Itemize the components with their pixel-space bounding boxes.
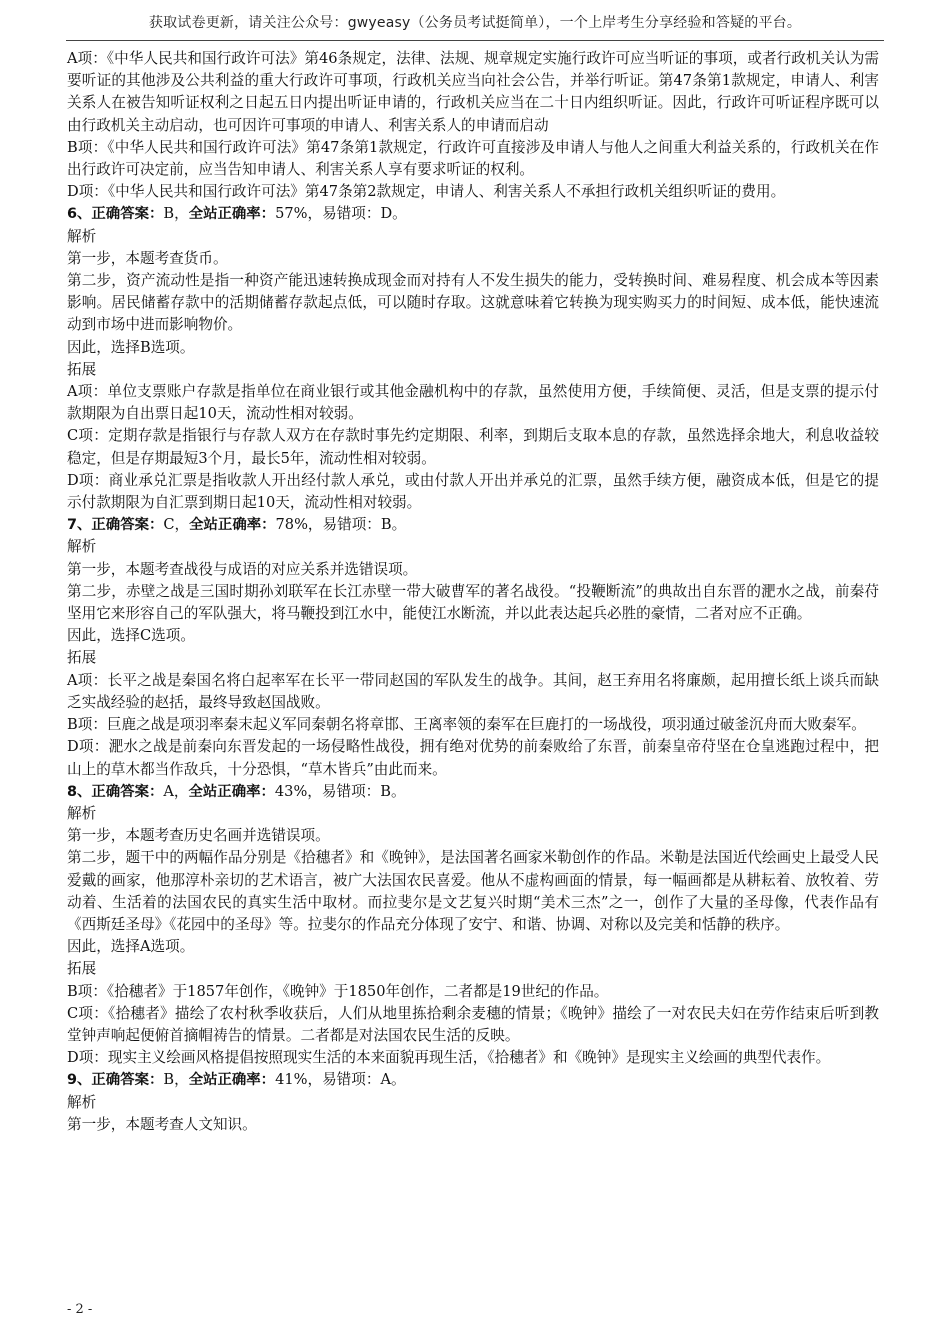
body-paragraph: 解析 <box>67 1093 97 1111</box>
body-paragraph: 因此，选择A选项。 <box>67 938 195 956</box>
answer-line <box>67 203 879 225</box>
body-paragraph: 拓展 <box>67 649 97 667</box>
answer-line <box>67 781 879 803</box>
body-paragraph: B项：《拾穗者》于1857年创作，《晚钟》于1850年创作，二者都是19世纪的作品。 <box>67 982 609 1000</box>
accuracy-label: 全站正确率： <box>188 1072 276 1089</box>
question-number: 9、 <box>67 1072 92 1089</box>
body-paragraph: 解析 <box>67 538 97 556</box>
question-number: 6、 <box>67 206 92 223</box>
body-paragraph: C项：定期存款是指银行与存款人双方在存款时事先约定期限、利率，到期后支取本息的存款，虽然选择余地大，利息收益较稳定，但是存期最短3个月，最长5年，流动性相对较弱。 <box>67 427 879 467</box>
body-paragraph: D项：商业承兑汇票是指收款人开出经付款人承兑，或由付款人开出并承兑的汇票，虽然手续方便，融资成本低，但是它的提示付款期限为自汇票到期日起10天，流动性相对较弱。 <box>67 471 879 512</box>
correct-answer-value: B， <box>163 205 189 223</box>
body-paragraph: 因此，选择B选项。 <box>67 338 195 356</box>
document-body <box>67 48 879 1136</box>
correct-answer-value: C， <box>163 516 190 534</box>
body-paragraph: 第一步，本题考查人文知识。 <box>67 1115 257 1133</box>
body-paragraph: 拓展 <box>67 960 97 978</box>
correct-answer-label: 正确答案： <box>91 1072 164 1089</box>
accuracy-value: 43%，易错项：B。 <box>274 782 406 800</box>
body-paragraph: D项：现实主义绘画风格提倡按照现实生活的本来面貌再现生活，《拾穗者》和《晚钟》是现实主义绘画的典型代表作。 <box>67 1049 831 1067</box>
answer-line <box>67 1069 879 1091</box>
answer-line <box>67 514 879 536</box>
page-header-notice: 获取试卷更新，请关注公众号：gwyeasy（公务员考试挺简单），一个上岸考生分享经验和答疑的平台。 <box>148 15 802 31</box>
correct-answer-label: 正确答案： <box>91 783 164 800</box>
question-number: 7、 <box>67 517 92 534</box>
body-paragraph: 因此，选择C选项。 <box>67 627 195 645</box>
accuracy-label: 全站正确率： <box>189 517 276 534</box>
body-paragraph: A项：单位支票账户存款是指单位在商业银行或其他金融机构中的存款，虽然使用方便，手续简便、灵活，但是支票的提示付款期限为自出票日起10天，流动性相对较弱。 <box>67 383 879 423</box>
accuracy-label: 全站正确率： <box>188 783 275 800</box>
body-paragraph: B项：《中华人民共和国行政许可法》第47条第1款规定，行政许可直接涉及申请人与他人之间重大利益关系的，行政机关在作出行政许可决定前，应当告知申请人、利害关系人享有要求听证的权利。 <box>67 138 879 179</box>
correct-answer-label: 正确答案： <box>91 517 164 534</box>
question-number: 8、 <box>67 783 92 800</box>
body-paragraph: 第二步，题干中的两幅作品分别是《拾穗者》和《晚钟》，是法国著名画家米勒创作的作品。米勒是法国近代绘画史上最受人民爱戴的画家，他那淳朴亲切的艺术语言，被广大法国农民喜爱。他从不虚构画面的情景，每一幅画都是从耕耘着、放牧着、劳动着、生活着的法国农民的真实生活中取材。而拉斐尔是文艺复兴时期“美术三杰”之一，创作了大量的圣母像，代表作品有《西斯廷圣母》《花园中的圣母》等。拉斐尔的作品充分体现了安宁、和谐、协调、对称以及完美和恬静的秩序。 <box>67 849 879 933</box>
accuracy-value: 41%，易错项：A。 <box>275 1071 406 1089</box>
body-paragraph: 第二步，资产流动性是指一种资产能迅速转换成现金而对持有人不发生损失的能力，受转换时间、难易程度、机会成本等因素影响。居民储蓄存款中的活期储蓄存款起点低，可以随时存取。这就意味着它转换为现实购买力的时间短、成本低，能快速流动到市场中进而影响物价。 <box>67 272 879 334</box>
accuracy-value: 57%，易错项：D。 <box>275 205 407 223</box>
correct-answer-label: 正确答案： <box>91 206 164 223</box>
accuracy-value: 78%，易错项：B。 <box>275 516 407 534</box>
correct-answer-value: B， <box>163 1071 189 1089</box>
body-paragraph: 拓展 <box>67 360 97 378</box>
body-paragraph: 第一步，本题考查货币。 <box>67 249 228 267</box>
correct-answer-value: A， <box>163 782 189 800</box>
body-paragraph: C项：《拾穗者》描绘了农村秋季收获后，人们从地里拣拾剩余麦穗的情景；《晚钟》描绘了一对农民夫妇在劳作结束后听到教堂钟声响起便俯首摘帽祷告的情景。二者都是对法国农民生活的反映。 <box>67 1004 879 1044</box>
body-paragraph: A项：《中华人民共和国行政许可法》第46条规定，法律、法规、规章规定实施行政许可应当听证的事项，或者行政机关认为需要听证的其他涉及公共利益的重大行政许可事项，行政机关应当向社会公告，并举行听证。第47条第1款规定，申请人、利害关系人在被告知听证权利之日起五日内提出听证申请的，行政机关应当在二十日内组织听证。因此，行政许可听证程序既可以由行政机关主动启动，也可因许可事项的申请人、利害关系人的申请而启动 <box>67 50 879 134</box>
body-paragraph: D项：淝水之战是前秦向东晋发起的一场侵略性战役，拥有绝对优势的前秦败给了东晋，前秦皇帝苻坚在仓皇逃跑过程中，把山上的草木都当作敌兵，十分恐惧，“草木皆兵”由此而来。 <box>67 738 879 778</box>
body-paragraph: B项：巨鹿之战是项羽率秦末起义军同秦朝名将章邯、王离率领的秦军在巨鹿打的一场战役，项羽通过破釜沉舟而大败秦军。 <box>67 716 866 734</box>
body-paragraph: 解析 <box>67 804 97 822</box>
page-number: - 2 - <box>67 1302 93 1317</box>
body-paragraph: D项：《中华人民共和国行政许可法》第47条第2款规定，申请人、利害关系人不承担行政机关组织听证的费用。 <box>67 183 786 201</box>
body-paragraph: A项：长平之战是秦国名将白起率军在长平一带同赵国的军队发生的战争。其间，赵王弃用名将廉颇，起用擅长纸上谈兵而缺乏实战经验的赵括，最终导致赵国战败。 <box>67 671 879 711</box>
header-divider <box>66 40 884 41</box>
accuracy-label: 全站正确率： <box>188 206 276 223</box>
body-paragraph: 第一步，本题考查战役与成语的对应关系并选错误项。 <box>67 560 418 578</box>
body-paragraph: 第二步，赤壁之战是三国时期孙刘联军在长江赤壁一带大破曹军的著名战役。“投鞭断流”的典故出自东晋的淝水之战，前秦苻坚用它来形容自己的军队强大，将马鞭投到江水中，能使江水断流，并以此表达起兵必胜的豪情，二者对应不正确。 <box>67 582 879 623</box>
body-paragraph: 解析 <box>67 227 97 245</box>
body-paragraph: 第一步，本题考查历史名画并选错误项。 <box>67 827 330 845</box>
